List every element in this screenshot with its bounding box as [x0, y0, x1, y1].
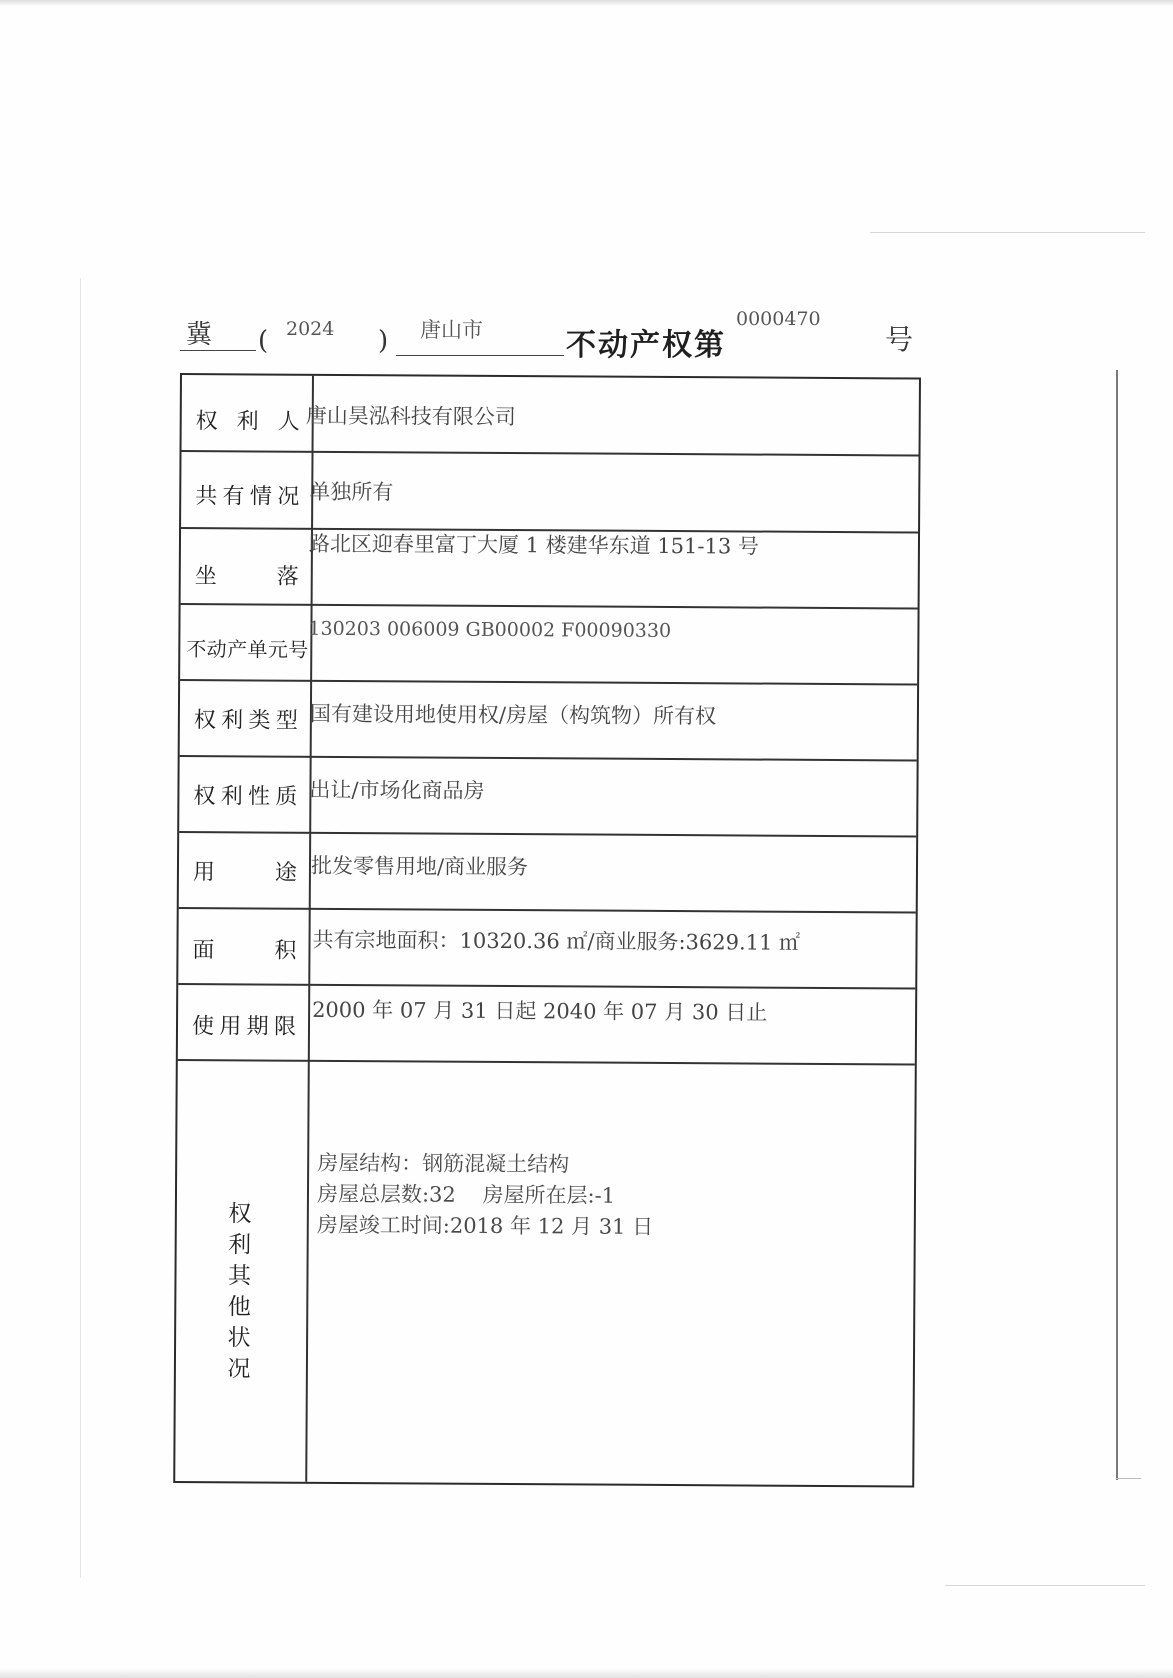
- scan-bottom-edge: [0, 1668, 1173, 1678]
- label-right-nature: 权利性质: [193, 784, 298, 810]
- label-usage: 用 途: [192, 860, 298, 886]
- other-line-floors: 房屋总层数:32 房屋所在层:-1: [316, 1181, 616, 1208]
- value-term: 2000 年 07 月 31 日起 2040 年 07 月 30 日止: [312, 997, 768, 1025]
- value-co-ownership: 单独所有: [309, 479, 394, 505]
- label-unit-number: 不动产单元号: [186, 637, 309, 662]
- label-right-holder: 权 利 人: [195, 409, 300, 435]
- scan-artifact-line: [945, 1585, 1145, 1586]
- header-paren-close: ): [378, 326, 389, 356]
- other-line-structure: 房屋结构：钢筋混凝土结构: [317, 1150, 570, 1177]
- row-divider: [179, 907, 916, 913]
- value-unit-number: 130203 006009 GB00002 F00090330: [308, 617, 672, 643]
- header-suffix: 号: [885, 323, 914, 356]
- property-table: [173, 373, 921, 1488]
- header-city-underline: [396, 355, 564, 356]
- row-divider: [178, 1059, 915, 1065]
- header-number: 0000470: [736, 308, 821, 330]
- other-line-completion: 房屋竣工时间:2018 年 12 月 31 日: [316, 1212, 654, 1239]
- scan-artifact-line: [1116, 370, 1118, 1480]
- value-right-nature: 出让/市场化商品房: [309, 777, 485, 803]
- label-term: 使用期限: [191, 1014, 297, 1040]
- header-city: 唐山市: [420, 318, 483, 342]
- header-paren-open: (: [258, 326, 269, 356]
- label-co-ownership: 共有情况: [195, 484, 300, 510]
- row-divider: [178, 983, 915, 989]
- header-year: 2024: [286, 318, 335, 340]
- row-divider: [182, 450, 919, 456]
- row-divider: [181, 603, 918, 609]
- header-province: 冀: [186, 320, 213, 350]
- value-usage: 批发零售用地/商业服务: [310, 853, 529, 880]
- label-right-type: 权利类型: [193, 708, 298, 734]
- value-right-type: 国有建设用地使用权/房屋（构筑物）所有权: [309, 701, 717, 729]
- value-area: 共有宗地面积：10320.36 ㎡/商业服务:3629.11 ㎡: [312, 927, 801, 955]
- scan-top-edge: [0, 0, 1173, 6]
- row-divider: [180, 679, 917, 685]
- row-divider: [180, 755, 917, 761]
- scan-artifact-line: [80, 278, 81, 1578]
- header-title: 不动产权第: [566, 328, 726, 363]
- value-right-holder: 唐山昊泓科技有限公司: [305, 403, 516, 430]
- row-divider: [179, 831, 916, 837]
- header-province-underline: [180, 350, 256, 351]
- label-area: 面 积: [192, 938, 297, 964]
- value-location: 路北区迎春里富丁大厦 1 楼建华东道 151-13 号: [308, 531, 759, 559]
- scan-artifact-line: [1116, 1478, 1141, 1479]
- label-location: 坐 落: [194, 564, 299, 590]
- label-other-conditions: 权利其他状况: [227, 1201, 252, 1383]
- scan-artifact-line: [870, 232, 1145, 233]
